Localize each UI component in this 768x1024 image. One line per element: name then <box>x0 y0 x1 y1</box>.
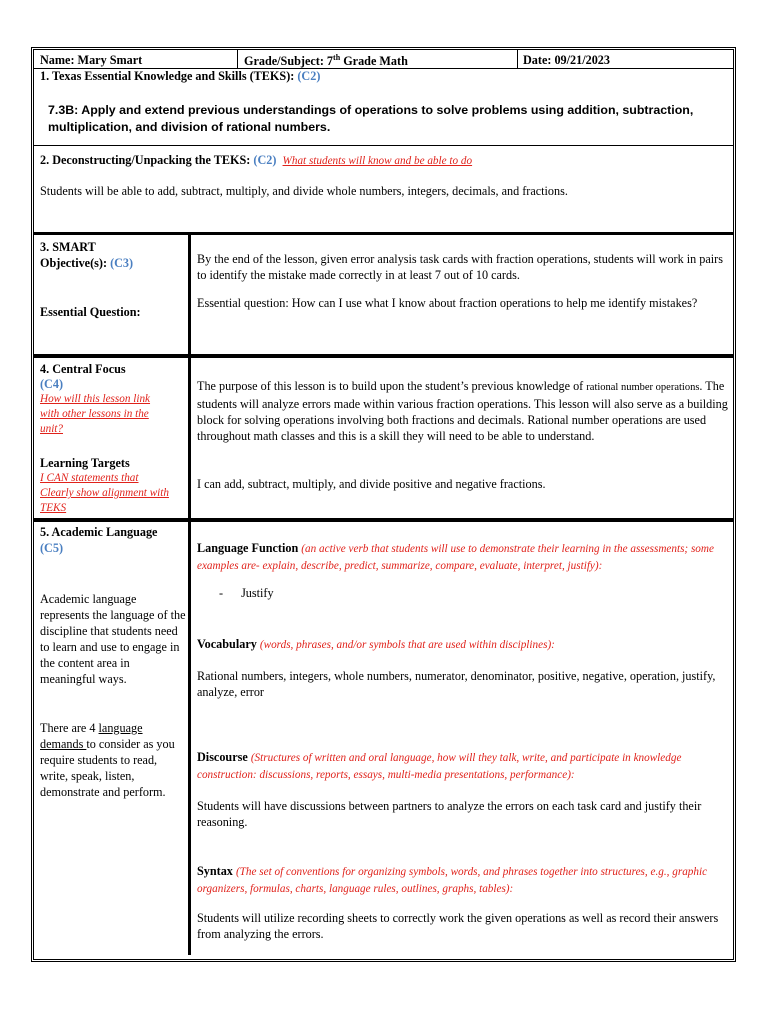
date-cell: Date: 09/21/2023 <box>523 53 610 67</box>
vocabulary-body: Rational numbers, integers, whole numbers, numerator, denominator, positive, negative, operation, justify, analyze, error <box>197 669 716 699</box>
central-focus-text: The purpose of this lesson is to build upon the student’s previous knowledge of rational number operations. The students will analyze errors made within various fraction operations. This lesson will also serve as a building block for solving operations involving both fractions and decimals. Rational number operations are used throughout math classes and this is a skill they will need to be able to understand. <box>197 379 728 443</box>
smart-objective-label: 3. SMART Objective(s): (C3) <box>40 240 134 270</box>
learning-target-text: I can add, subtract, multiply, and divide positive and negative fractions. <box>197 477 546 491</box>
language-function-item: - Justify <box>219 586 274 600</box>
language-function: Language Function (an active verb that students will use to demonstrate their learning in the assessments; some examples are- explain, describe, predict, summarize, compare, evaluate, interpret, justify): <box>197 541 714 572</box>
vocabulary: Vocabulary (words, phrases, and/or symbols that are used within disciplines): <box>197 637 555 651</box>
language-demands-note: There are 4 language demands to consider as you require students to read, write, speak, listen, demonstrate and perform. <box>40 721 175 799</box>
central-focus-code: (C4) <box>40 377 64 391</box>
syntax-body: Students will utilize recording sheets to correctly work the given operations as well as record their answers from analyzing the errors. <box>197 911 719 941</box>
grade-subject-cell: Grade/Subject: 7th Grade Math <box>244 53 408 69</box>
essential-question-text: Essential question: How can I use what I know about fraction operations to help me identify mistakes? <box>197 296 698 310</box>
essential-question-label: Essential Question: <box>40 305 141 319</box>
unpacking-heading: 2. Deconstructing/Unpacking the TEKS: (C2) What students will know and be able to do <box>40 153 473 167</box>
discourse-body: Students will have discussions between partners to analyze the errors on each task card and justify their reasoning. <box>197 799 702 829</box>
discourse: Discourse (Structures of written and oral language, how will they talk, write, and participate in knowledge construction: discussions, reports, essays, multi-media presentations, performance): <box>197 750 682 781</box>
academic-language-description: Academic language represents the language of the discipline that students need to learn and use to engage in the content area in meaningful ways. <box>40 592 186 686</box>
unpacking-body: Students will be able to add, subtract, multiply, and divide whole numbers, integers, decimals, and fractions. <box>40 184 568 198</box>
learning-targets-hint: I CAN statements that Clearly show alignment with TEKS <box>40 472 169 514</box>
unpacking-hint: What students will know and be able to do <box>282 155 473 167</box>
academic-language-code: (C5) <box>40 541 64 555</box>
learning-targets-label: Learning Targets <box>40 456 130 470</box>
name-cell: Name: Mary Smart <box>40 53 143 67</box>
teks-standard: 7.3B: Apply and extend previous understandings of operations to solve problems using addition, subtraction, multiplication, and division of rational numbers. <box>48 103 694 134</box>
teks-heading: 1. Texas Essential Knowledge and Skills (TEKS): (C2) <box>40 69 321 83</box>
academic-language-label: 5. Academic Language <box>40 525 158 539</box>
central-focus-label: 4. Central Focus <box>40 362 126 376</box>
central-focus-hint: How will this lesson link with other lessons in the unit? <box>40 393 151 435</box>
smart-objective-text: By the end of the lesson, given error analysis task cards with fraction operations, students will work in pairs to identify the mistake made correctly in at least 7 out of 10 cards. <box>197 252 723 282</box>
syntax: Syntax (The set of conventions for organizing symbols, words, and phrases together into structures, e.g., graphic organizers, formulas, charts, language rules, outlines, graphs, tables): <box>197 864 708 895</box>
